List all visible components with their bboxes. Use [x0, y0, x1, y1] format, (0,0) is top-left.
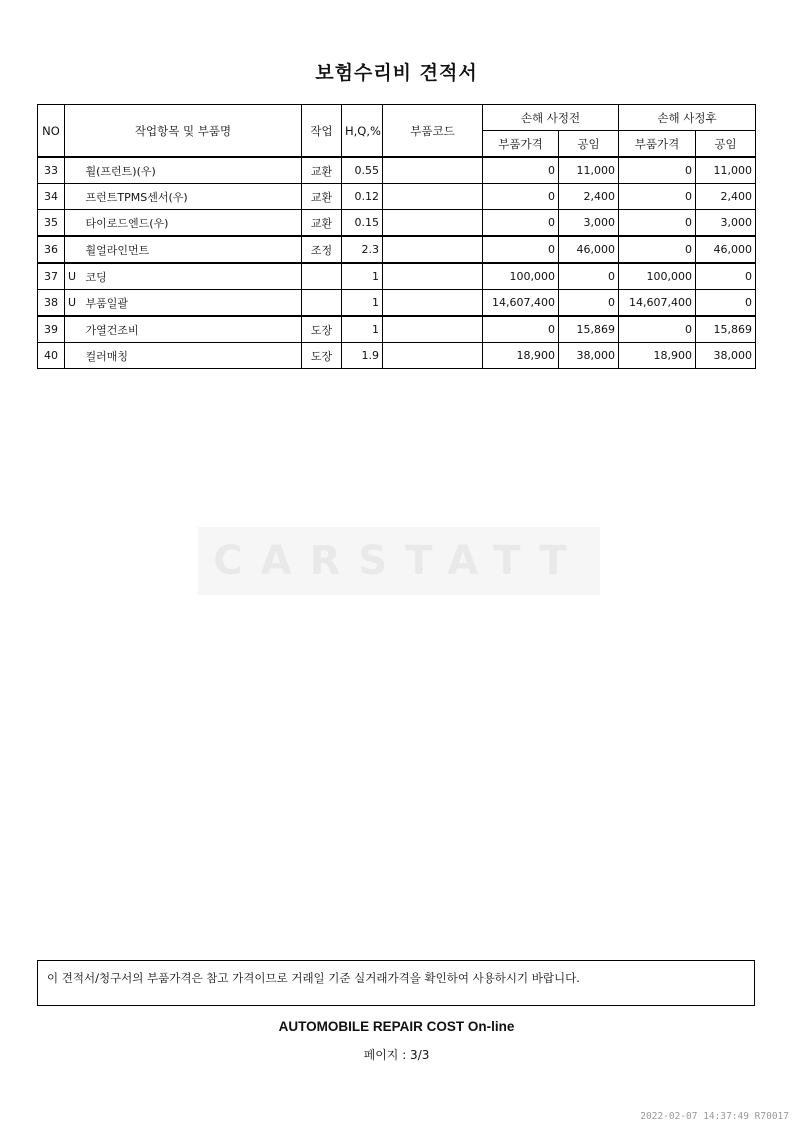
- row-no: 37: [38, 263, 65, 290]
- row-work: 조정: [302, 236, 342, 263]
- row-no: 35: [38, 210, 65, 237]
- header-before-labor: 공임: [559, 131, 619, 158]
- row-item-name: 휠(프런트)(우): [83, 157, 302, 184]
- row-before-labor: 46,000: [559, 236, 619, 263]
- row-before-part-price: 0: [483, 157, 559, 184]
- row-after-part-price: 18,900: [619, 343, 696, 369]
- row-mark: [65, 236, 83, 263]
- table-row: [38, 290, 756, 317]
- row-item-name: 프런트TPMS센서(우): [83, 184, 302, 210]
- row-after-part-price: 100,000: [619, 263, 696, 290]
- row-item-name: 코딩: [83, 263, 302, 290]
- row-after-part-price: 0: [619, 210, 696, 237]
- row-before-labor: 11,000: [559, 157, 619, 184]
- row-mark: [65, 157, 83, 184]
- row-part-code: [383, 343, 483, 369]
- row-after-labor: 11,000: [696, 157, 756, 184]
- row-item-name: 부품일괄: [83, 290, 302, 317]
- row-before-labor: 15,869: [559, 316, 619, 343]
- row-after-labor: 38,000: [696, 343, 756, 369]
- row-after-part-price: 14,607,400: [619, 290, 696, 317]
- row-work: 도장: [302, 316, 342, 343]
- row-before-part-price: 100,000: [483, 263, 559, 290]
- row-work: 교환: [302, 184, 342, 210]
- row-before-part-price: 0: [483, 236, 559, 263]
- header-before-part-price: 부품가격: [483, 131, 559, 158]
- row-before-labor: 38,000: [559, 343, 619, 369]
- table-row: [38, 316, 756, 343]
- table-row: [38, 236, 756, 263]
- header-after-part-price: 부품가격: [619, 131, 696, 158]
- row-part-code: [383, 184, 483, 210]
- row-before-part-price: 14,607,400: [483, 290, 559, 317]
- row-hq: 2.3: [342, 236, 383, 263]
- row-after-part-price: 0: [619, 184, 696, 210]
- row-no: 40: [38, 343, 65, 369]
- row-after-part-price: 0: [619, 157, 696, 184]
- row-after-part-price: 0: [619, 236, 696, 263]
- header-item: 작업항목 및 부품명: [65, 105, 302, 158]
- table-header: [38, 105, 756, 158]
- row-hq: 0.12: [342, 184, 383, 210]
- header-no: NO: [38, 105, 65, 158]
- row-no: 36: [38, 236, 65, 263]
- row-work: 교환: [302, 157, 342, 184]
- row-no: 39: [38, 316, 65, 343]
- header-part-code: 부품코드: [383, 105, 483, 158]
- row-mark: [65, 316, 83, 343]
- row-work: 교환: [302, 210, 342, 237]
- row-after-part-price: 0: [619, 316, 696, 343]
- row-after-labor: 0: [696, 290, 756, 317]
- page-number: 페이지 : 3/3: [363, 1048, 430, 1062]
- row-before-labor: 0: [559, 263, 619, 290]
- table-row: [38, 263, 756, 290]
- row-hq: 1.9: [342, 343, 383, 369]
- row-work: [302, 263, 342, 290]
- row-mark: U: [65, 263, 83, 290]
- row-no: 34: [38, 184, 65, 210]
- row-before-labor: 0: [559, 290, 619, 317]
- row-mark: [65, 210, 83, 237]
- notice-box: 이 견적서/청구서의 부품가격은 참고 가격이므로 거래일 기준 실거래가격을 확인하여 사용하시기 바랍니다.: [37, 960, 755, 1006]
- print-timestamp: 2022-02-07 14:37:49 R70017: [640, 1111, 789, 1122]
- row-before-labor: 3,000: [559, 210, 619, 237]
- row-part-code: [383, 157, 483, 184]
- row-mark: [65, 343, 83, 369]
- row-work: 도장: [302, 343, 342, 369]
- row-after-labor: 3,000: [696, 210, 756, 237]
- row-item-name: 휠얼라인먼트: [83, 236, 302, 263]
- row-after-labor: 46,000: [696, 236, 756, 263]
- row-part-code: [383, 236, 483, 263]
- row-before-part-price: 0: [483, 316, 559, 343]
- row-part-code: [383, 316, 483, 343]
- row-no: 38: [38, 290, 65, 317]
- row-part-code: [383, 290, 483, 317]
- header-hq: H,Q,%: [342, 105, 383, 158]
- row-after-labor: 0: [696, 263, 756, 290]
- row-before-labor: 2,400: [559, 184, 619, 210]
- row-item-name: 가열건조비: [83, 316, 302, 343]
- row-hq: 1: [342, 263, 383, 290]
- table-row: [38, 157, 756, 184]
- header-after-adjustment: 손해 사정후: [619, 105, 756, 131]
- table-body: [38, 157, 756, 369]
- row-before-part-price: 18,900: [483, 343, 559, 369]
- table-row: [38, 210, 756, 237]
- header-after-labor: 공임: [696, 131, 756, 158]
- row-part-code: [383, 263, 483, 290]
- table-row: [38, 184, 756, 210]
- row-mark: U: [65, 290, 83, 317]
- row-before-part-price: 0: [483, 184, 559, 210]
- row-hq: 0.55: [342, 157, 383, 184]
- row-mark: [65, 184, 83, 210]
- watermark: CARSTATT: [198, 527, 600, 595]
- document-title: 보험수리비 견적서: [315, 62, 478, 84]
- header-before-adjustment: 손해 사정전: [483, 105, 619, 131]
- row-no: 33: [38, 157, 65, 184]
- estimate-table: [37, 104, 756, 369]
- row-item-name: 타이로드엔드(우): [83, 210, 302, 237]
- row-hq: 1: [342, 316, 383, 343]
- row-hq: 0.15: [342, 210, 383, 237]
- row-before-part-price: 0: [483, 210, 559, 237]
- footer-brand: AUTOMOBILE REPAIR COST On-line: [278, 1019, 515, 1034]
- row-work: [302, 290, 342, 317]
- header-work: 작업: [302, 105, 342, 158]
- row-after-labor: 2,400: [696, 184, 756, 210]
- row-after-labor: 15,869: [696, 316, 756, 343]
- row-item-name: 컬러매칭: [83, 343, 302, 369]
- table-row: [38, 343, 756, 369]
- row-part-code: [383, 210, 483, 237]
- row-hq: 1: [342, 290, 383, 317]
